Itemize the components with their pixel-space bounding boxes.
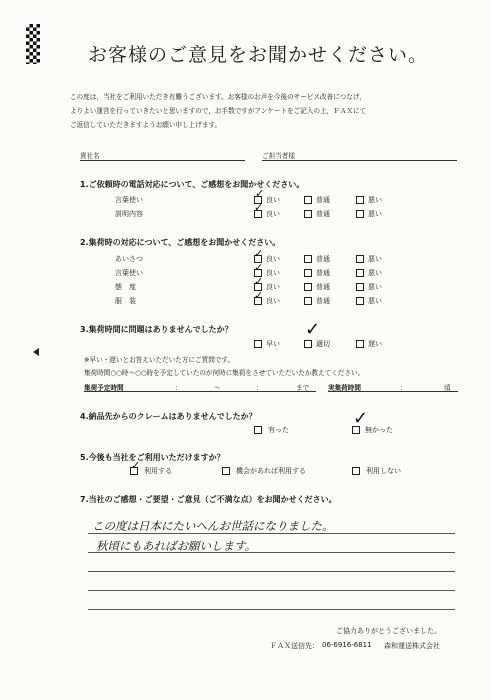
q2-r2-bad-checkbox[interactable] <box>356 269 364 277</box>
opt-normal-label: 普通 <box>316 269 330 277</box>
q3-question: 3.集荷時間に問題はありませんでしたか？ <box>80 325 233 334</box>
colon-separator: ： <box>256 384 263 392</box>
opt-bad-label: 悪い <box>368 297 382 305</box>
q2-r4-normal-checkbox[interactable] <box>304 297 312 305</box>
q2-r3-bad-checkbox[interactable] <box>356 283 364 291</box>
q5-no-checkbox[interactable] <box>352 467 360 475</box>
check-mark-icon: ✓ <box>254 247 264 260</box>
q3-note-1: ※早い・遅いとお答えいただいた方にご質問です。 <box>84 356 235 364</box>
q1-question: 1.ご依頼時の電話対応について、ご感想をお聞かせください。 <box>80 180 305 189</box>
opt-good-label: 良い <box>266 297 280 305</box>
opt-bad-label: 悪い <box>368 196 382 204</box>
triangle-marker-icon <box>33 348 39 356</box>
opt-bad-label: 悪い <box>368 269 382 277</box>
q1-r2-bad-checkbox[interactable] <box>356 210 364 218</box>
handwritten-comment-line-2: 秋頃にもあればお願いします。 <box>96 539 257 553</box>
q1-row-label: 説明内容 <box>115 210 143 218</box>
opt-good-label: 良い <box>266 210 280 218</box>
q1-r1-normal-checkbox[interactable] <box>304 196 312 204</box>
colon-separator: ： <box>175 384 182 392</box>
q7-question: 7.当社のご感想・ご要望・ご意見（ご不満な点）をお聞かせください。 <box>80 495 337 504</box>
q4-yes-checkbox[interactable] <box>254 426 262 434</box>
page-title: お客様のご意見をお聞かせください。 <box>88 44 429 66</box>
q2-row-label: 態 度 <box>115 283 136 291</box>
company-field[interactable] <box>80 160 245 161</box>
handwritten-comment-line-1: この度は日本にたいへんお世話になりました。 <box>92 519 334 533</box>
q4-yes-label: 有った <box>268 426 289 434</box>
q5-use-label: 利用する <box>144 467 172 475</box>
q1-row-label: 言葉使い <box>115 196 143 204</box>
opt-good-label: 良い <box>266 283 280 291</box>
opt-good-label: 良い <box>266 196 280 204</box>
scheduled-time-field[interactable] <box>84 391 316 392</box>
q2-question: 2.集荷時の対応について、ご感想をお聞かせください。 <box>80 238 281 247</box>
q2-row-label: 言葉使い <box>115 269 143 277</box>
opt-normal-label: 普通 <box>316 255 330 263</box>
comment-line <box>88 533 455 534</box>
until-label: まで <box>296 384 310 392</box>
fax-number: 06-6916-6811 <box>322 641 372 649</box>
q5-question: 5.今後も当社をご利用いただけますか？ <box>80 453 225 462</box>
q3-appropriate-label: 適切 <box>316 340 330 348</box>
thanks-text: ご協力ありがとうございました。 <box>336 627 441 635</box>
q2-row-label: あいさつ <box>115 255 143 263</box>
actual-time-field[interactable] <box>328 391 458 392</box>
company-name: 森和運送株式会社 <box>384 642 440 650</box>
check-mark-icon: ✓ <box>353 408 369 429</box>
check-mark-icon: ✓ <box>254 289 264 302</box>
tilde-separator: ～ <box>214 384 221 392</box>
q1-r2-normal-checkbox[interactable] <box>304 210 312 218</box>
intro-line-1: この度は，当社をご利用いただき有難うございます。お客様のお声を今後のサービス改善につなげ， <box>70 93 366 101</box>
q2-r3-normal-checkbox[interactable] <box>304 283 312 291</box>
comment-line <box>88 590 455 591</box>
q1-r1-bad-checkbox[interactable] <box>356 196 364 204</box>
contact-field[interactable] <box>262 160 457 161</box>
comment-line <box>88 571 455 572</box>
fax-label: ＦＡＸ送信先： <box>270 642 319 650</box>
contact-label: ご担当者様 <box>262 152 295 160</box>
comment-line <box>88 552 455 553</box>
q2-r4-bad-checkbox[interactable] <box>356 297 364 305</box>
opt-normal-label: 普通 <box>316 196 330 204</box>
q2-r1-bad-checkbox[interactable] <box>356 255 364 263</box>
opt-bad-label: 悪い <box>368 283 382 291</box>
q3-appropriate-checkbox[interactable] <box>304 340 312 348</box>
opt-normal-label: 普通 <box>316 210 330 218</box>
q3-late-checkbox[interactable] <box>356 340 364 348</box>
q2-r1-normal-checkbox[interactable] <box>304 255 312 263</box>
check-mark-icon: ✓ <box>255 187 265 200</box>
check-mark-icon: ✓ <box>131 459 141 472</box>
opt-bad-label: 悪い <box>368 255 382 263</box>
opt-bad-label: 悪い <box>368 210 382 218</box>
q3-early-label: 早い <box>266 340 280 348</box>
check-mark-icon: ✓ <box>254 201 264 214</box>
q5-no-label: 利用しない <box>366 467 401 475</box>
q4-no-label: 無かった <box>365 426 393 434</box>
q2-r2-normal-checkbox[interactable] <box>304 269 312 277</box>
opt-good-label: 良い <box>266 255 280 263</box>
q3-late-label: 遅い <box>368 340 382 348</box>
scheduled-time-label: 集荷予定時間 <box>84 384 124 392</box>
opt-good-label: 良い <box>266 269 280 277</box>
intro-line-2: よりよい運営を行っていきたいと思いますので，お手数ですがアンケートをご記入の上，ＦＡＸにて <box>70 107 367 115</box>
q5-maybe-checkbox[interactable] <box>222 467 230 475</box>
actual-time-label: 実集荷時間 <box>328 384 361 392</box>
q4-question: 4.納品先からのクレームはありませんでしたか？ <box>80 412 257 421</box>
q5-maybe-label: 機会があれば利用する <box>236 467 306 475</box>
check-mark-icon: ✓ <box>254 261 264 274</box>
colon-separator: ： <box>400 384 407 392</box>
q2-row-label: 服 装 <box>115 297 136 305</box>
q3-note-2: 集荷時間○○時～○○時を予定していたのが何時に集荷をさせていただいたか教えてください。 <box>84 369 365 377</box>
check-mark-icon: ✓ <box>254 275 264 288</box>
company-label: 貴社名 <box>80 152 100 160</box>
approx-label: 頃 <box>444 384 451 392</box>
intro-line-3: ご返信していただきますようお願い申し上げます。 <box>70 121 222 129</box>
q3-early-checkbox[interactable] <box>254 340 262 348</box>
check-mark-icon: ✓ <box>305 319 321 340</box>
opt-normal-label: 普通 <box>316 297 330 305</box>
decorative-pattern <box>26 24 40 64</box>
opt-normal-label: 普通 <box>316 283 330 291</box>
comment-line <box>88 609 455 610</box>
